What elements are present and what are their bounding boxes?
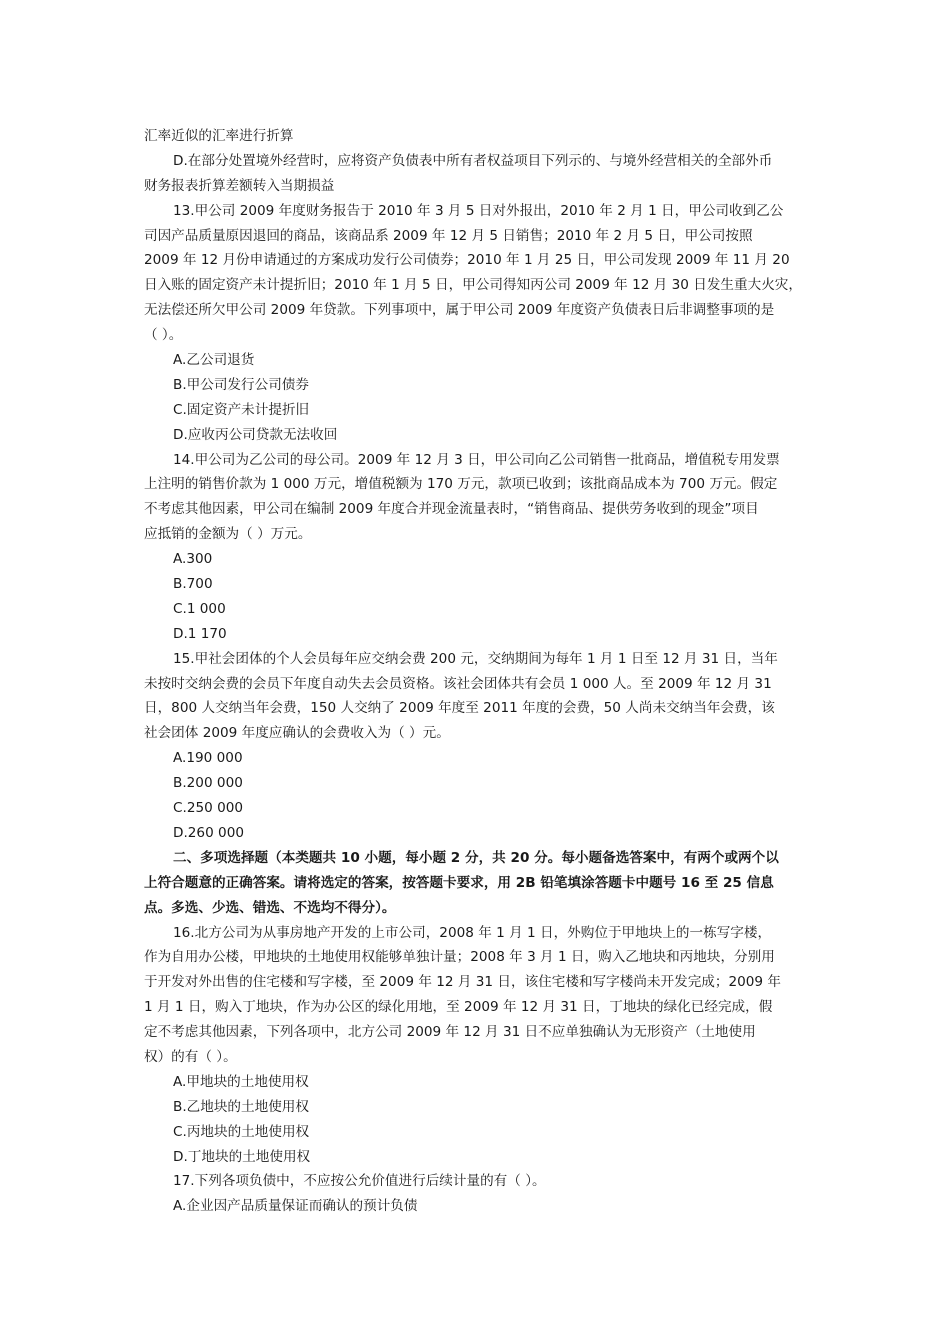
- text-line: 于开发对外出售的住宅楼和写字楼，至 2009 年 12 月 31 日，该住宅楼和写字楼尚未开发完成；2009 年: [144, 974, 781, 991]
- text-line: 16.北方公司为从事房地产开发的上市公司，2008 年 1 月 1 日，外购位于甲地块上的一栋写字楼，: [173, 924, 772, 941]
- text-line: C.1 000: [173, 600, 226, 617]
- text-line: 点。多选、少选、错选、不选均不得分）。: [144, 899, 396, 916]
- text-line: D.1 170: [173, 625, 227, 642]
- text-line: 15.甲社会团体的个人会员每年应交纳会费 200 元，交纳期间为每年 1 月 1 日至 12 月 31 日，当年: [173, 650, 778, 667]
- document-page: [144, 124, 809, 1219]
- text-line: 日入账的固定资产未计提折旧；2010 年 1 月 5 日，甲公司得知丙公司 2009 年 12 月 30 日发生重大火灾，: [144, 277, 802, 294]
- text-line: B.200 000: [173, 775, 243, 792]
- text-line: D.丁地块的土地使用权: [173, 1148, 311, 1165]
- text-line: A.甲地块的土地使用权: [173, 1073, 309, 1090]
- text-line: D.在部分处置境外经营时，应将资产负债表中所有者权益项目下列示的、与境外经营相关的全部外币: [173, 152, 773, 169]
- text-line: （ ）。: [144, 327, 183, 344]
- text-line: 汇率近似的汇率进行折算: [144, 128, 294, 144]
- text-line: D.应收丙公司贷款无法收回: [173, 426, 338, 443]
- text-line: 17.下列各项负债中，不应按公允价值进行后续计量的有（ ）。: [173, 1173, 546, 1190]
- text-line: 财务报表折算差额转入当期损益: [144, 177, 335, 194]
- text-line: 上符合题意的正确答案。请将选定的答案，按答题卡要求，用 2B 铅笔填涂答题卡中题号 16 至 25 信息: [144, 874, 774, 891]
- text-line: A.190 000: [173, 750, 243, 767]
- text-line: A.乙公司退货: [173, 352, 255, 369]
- text-line: D.260 000: [173, 824, 245, 841]
- text-line: 日，800 人交纳当年会费，150 人交纳了 2009 年度至 2011 年度的会费，50 人尚未交纳当年会费，该: [144, 700, 775, 717]
- text-line: B.乙地块的土地使用权: [173, 1098, 309, 1115]
- text-line: A.企业因产品质量保证而确认的预计负债: [173, 1198, 418, 1215]
- text-line: 未按时交纳会费的会员下年度自动失去会员资格。该社会团体共有会员 1 000 人。至 2009 年 12 月 31: [144, 675, 772, 692]
- text-line: B.甲公司发行公司债券: [173, 376, 309, 393]
- text-line: B.700: [173, 576, 213, 593]
- text-line: 定不考虑其他因素，下列各项中，北方公司 2009 年 12 月 31 日不应单独确认为无形资产（土地使用: [144, 1024, 756, 1041]
- text-line: 不考虑其他因素，甲公司在编制 2009 年度合并现金流量表时，“销售商品、提供劳务收到的现金”项目: [144, 501, 759, 518]
- text-line: 权）的有（ ）。: [144, 1048, 237, 1065]
- text-line: C.丙地块的土地使用权: [173, 1123, 310, 1140]
- text-line: 1 月 1 日，购入丁地块，作为办公区的绿化用地，至 2009 年 12 月 31 日，丁地块的绿化已经完成，假: [144, 999, 773, 1016]
- text-line: 上注明的销售价款为 1 000 万元，增值税额为 170 万元，款项已收到；该批商品成本为 700 万元。假定: [144, 476, 778, 493]
- text-line: 应抵销的金额为（ ）万元。: [144, 526, 312, 543]
- text-line: 无法偿还所欠甲公司 2009 年贷款。下列事项中，属于甲公司 2009 年度资产负债表日后非调整事项的是: [144, 302, 775, 319]
- text-line: 2009 年 12 月份申请通过的方案成功发行公司债券；2010 年 1 月 25 日，甲公司发现 2009 年 11 月 20: [144, 252, 790, 269]
- text-line: A.300: [173, 551, 213, 568]
- text-line: 司因产品质量原因退回的商品，该商品系 2009 年 12 月 5 日销售；2010 年 2 月 5 日，甲公司按照: [144, 227, 753, 244]
- text-line: 14.甲公司为乙公司的母公司。2009 年 12 月 3 日，甲公司向乙公司销售一批商品，增值税专用发票: [173, 451, 780, 468]
- text-line: C.固定资产未计提折旧: [173, 401, 310, 418]
- text-line: 作为自用办公楼，甲地块的土地使用权能够单独计量；2008 年 3 月 1 日，购入乙地块和丙地块，分别用: [144, 949, 775, 966]
- text-line: 社会团体 2009 年度应确认的会费收入为（ ）元。: [144, 725, 450, 742]
- text-line: 13.甲公司 2009 年度财务报告于 2010 年 3 月 5 日对外报出，2010 年 2 月 1 日，甲公司收到乙公: [173, 202, 784, 219]
- text-line: 二、多项选择题（本类题共 10 小题，每小题 2 分，共 20 分。每小题备选答案中，有两个或两个以: [173, 849, 779, 866]
- text-line: C.250 000: [173, 800, 244, 817]
